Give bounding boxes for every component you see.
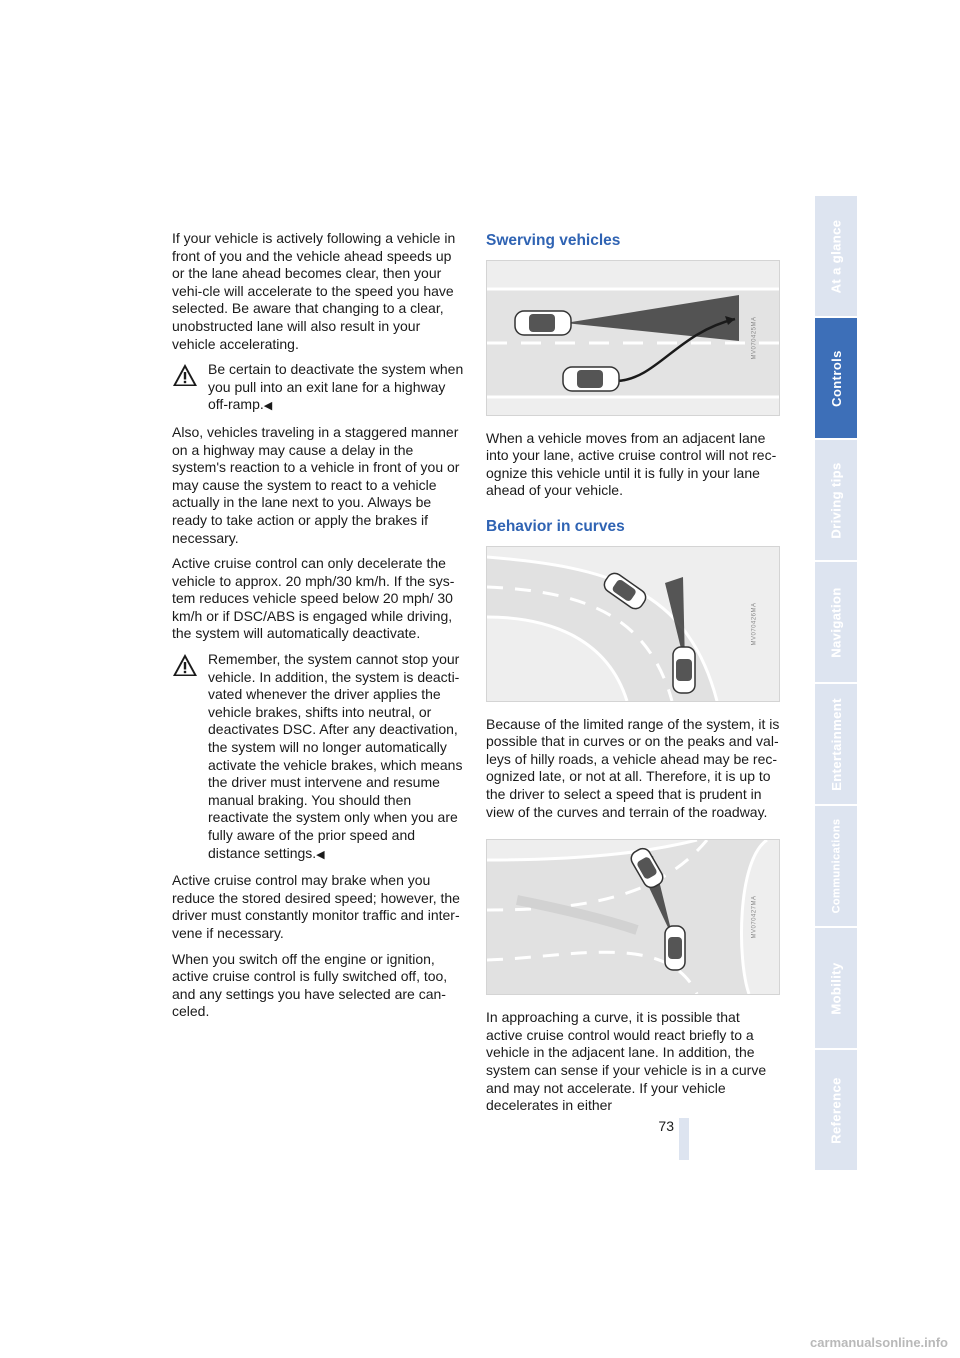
- paragraph: If your vehicle is actively following a vehicle in front of you and the vehicle ahead speeds up or the lane ahead becomes clear, then your vehi-cle will accelerate to the speed you have selected. Be aware that changing to a clear, unobstructed lane will also result in your vehicle accelerating.: [172, 230, 456, 352]
- car-icon: [563, 367, 619, 391]
- tab-driving-tips[interactable]: Driving tips: [815, 440, 857, 560]
- warning-note: [172, 651, 464, 864]
- paragraph: Active cruise control can only decelerate the vehicle to approx. 20 mph/30 km/h. If the sys-tem reduces vehicle speed below 20 mph/ 30 km/h or if DSC/ABS is engaged while driving, the system will automatically deactivate.: [172, 555, 455, 642]
- tab-entertainment[interactable]: Entertainment: [815, 684, 857, 804]
- tab-controls[interactable]: Controls: [815, 318, 857, 438]
- right-column: [486, 232, 780, 1123]
- paragraph: Because of the limited range of the system, it is possible that in curves or on the peaks and val-leys of hilly roads, a vehicle ahead may be rec-ognized late, or not at all. Therefore, it is up to the driver to select a speed that is prudent in view of the curves and terrain of the roadway.: [486, 715, 780, 820]
- adjacent-lane-curve-figure: [486, 839, 780, 995]
- swerving-vehicles-figure: [486, 260, 780, 416]
- swerving-vehicles-illustration: [487, 261, 779, 415]
- warning-triangle-icon: [172, 653, 198, 677]
- car-icon: [673, 647, 695, 693]
- tab-communications[interactable]: Communications: [815, 806, 857, 926]
- paragraph: When you switch off the engine or ignition, active cruise control is fully switched off, too, and any settings you have selected are can-celed.: [172, 950, 448, 1020]
- warning-text: Be certain to deactivate the system when you pull into an exit lane for a highway off-ramp.◀: [208, 361, 464, 413]
- end-mark-icon: ◀: [316, 848, 325, 861]
- watermark: carmanualsonline.info: [810, 1335, 948, 1350]
- paragraph: Also, vehicles traveling in a staggered manner on a highway may cause a delay in the system's reaction to a vehicle in front of you or may cause the system to react to a vehicle actually in the lane next to you. Always be ready to take action or apply the brakes if necessary.: [172, 423, 460, 546]
- adjacent-lane-curve-illustration: [487, 840, 779, 994]
- figure-code: MV070427MA: [751, 895, 758, 939]
- warning-note: [172, 361, 464, 416]
- section-heading: Swerving vehicles: [486, 232, 621, 249]
- warning-text: Remember, the system cannot stop your vehicle. In addition, the system is deacti-vated whenever the driver applies the vehicle brakes, shifts into neutral, or deactivates DSC. After any deactivation, the system will no longer automatically activate the vehicle brakes, which means the driver must intervene and resume manual braking. You should then reactivate the system only when you are fully aware of the prior speed and distance settings.◀: [208, 651, 463, 861]
- tab-mobility[interactable]: Mobility: [815, 928, 857, 1048]
- tab-at-a-glance[interactable]: At a glance: [815, 196, 857, 316]
- warning-triangle-icon: [172, 363, 198, 387]
- figure-code: MV070426MA: [751, 602, 758, 646]
- curve-figure: [486, 546, 780, 702]
- tab-navigation[interactable]: Navigation: [815, 562, 857, 682]
- paragraph: Active cruise control may brake when you reduce the stored desired speed; however, the driver must constantly monitor traffic and inter-vene if necessary.: [172, 872, 460, 941]
- left-column: [172, 230, 464, 1029]
- tab-reference[interactable]: Reference: [815, 1050, 857, 1170]
- paragraph: In approaching a curve, it is possible that active cruise control would react briefly to a vehicle in the adjacent lane. In addition, the system can sense if your vehicle is in a curve and may not accelerate. If your vehicle decelerates in either: [486, 1009, 767, 1114]
- page-number: 73: [658, 1118, 674, 1134]
- figure-code: MV070425MA: [751, 316, 758, 360]
- curve-illustration: [487, 547, 779, 701]
- paragraph: When a vehicle moves from an adjacent lane into your lane, active cruise control will not rec-ognize this vehicle until it is fully in your lane ahead of your vehicle.: [486, 429, 777, 499]
- car-icon: [665, 926, 685, 970]
- end-mark-icon: ◀: [263, 400, 273, 413]
- section-heading: Behavior in curves: [486, 517, 625, 535]
- page-number-bar: [679, 1118, 689, 1160]
- chapter-tabs: [815, 196, 857, 1172]
- car-icon: [515, 311, 571, 335]
